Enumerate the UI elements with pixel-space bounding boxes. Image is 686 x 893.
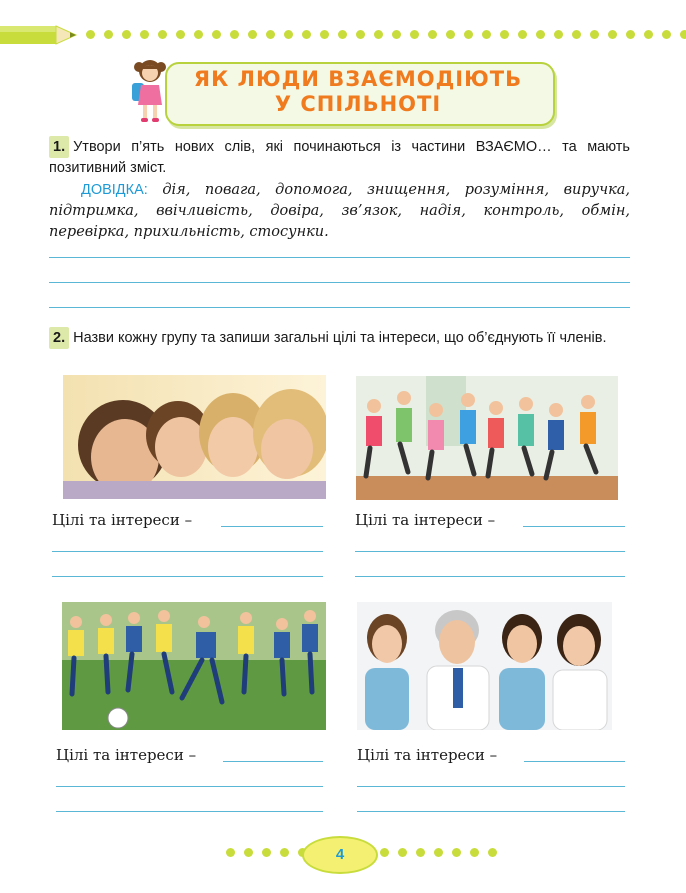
title-line-2: У СПІЛЬНОТІ [274, 92, 442, 116]
answer-line[interactable] [52, 551, 323, 552]
page-number: 4 [302, 836, 378, 874]
answer-line[interactable] [49, 257, 630, 258]
doctors-photo [357, 602, 612, 730]
task-2 [49, 327, 630, 349]
girl-illustration [128, 55, 172, 125]
answer-line[interactable] [221, 526, 323, 527]
answer-line[interactable] [355, 551, 625, 552]
footer-dots-left [226, 848, 307, 857]
top-dot-divider [86, 30, 686, 39]
pencil-icon [0, 24, 80, 46]
caption-goals-2: Цілі та інтереси – [355, 511, 496, 529]
title-line-1: ЯК ЛЮДИ ВЗАЄМОДІЮТЬ [193, 67, 523, 91]
caption-goals-4: Цілі та інтереси – [357, 746, 498, 764]
hint-words: дія, повага, допомога, знищення, розуміння, виручка, підтримка, ввічливість, довіра, зв’язок, надія, контроль, обмін, перевірка, прихильність, стосунки. [49, 182, 630, 240]
answer-line[interactable] [357, 786, 625, 787]
answer-line[interactable] [523, 526, 625, 527]
task-1-number: 1. [49, 136, 69, 158]
answer-line[interactable] [49, 307, 630, 308]
task-1 [49, 136, 630, 178]
caption-goals-1: Цілі та інтереси – [52, 511, 193, 529]
football-photo [62, 602, 326, 730]
footer-dots-right [380, 848, 497, 857]
answer-line[interactable] [355, 576, 625, 577]
task-1-hint [49, 180, 630, 243]
task-2-text: Назви кожну групу та запиши загальні цілі та інтереси, що об’єднують її членів. [73, 330, 607, 346]
task-1-text: Утвори п’ять нових слів, які починаються із частини ВЗАЄМО… та мають позитивний зміст. [49, 139, 630, 176]
answer-line[interactable] [223, 761, 323, 762]
answer-line[interactable] [524, 761, 625, 762]
hint-label: ДОВІДКА: [81, 182, 148, 198]
answer-line[interactable] [52, 576, 323, 577]
caption-goals-3: Цілі та інтереси – [56, 746, 197, 764]
answer-line[interactable] [56, 811, 323, 812]
task-2-number: 2. [49, 327, 69, 349]
answer-line[interactable] [56, 786, 323, 787]
family-photo [63, 375, 326, 499]
answer-line[interactable] [49, 282, 630, 283]
answer-line[interactable] [357, 811, 625, 812]
page-title [165, 67, 551, 117]
dancing-kids-photo [356, 376, 618, 500]
